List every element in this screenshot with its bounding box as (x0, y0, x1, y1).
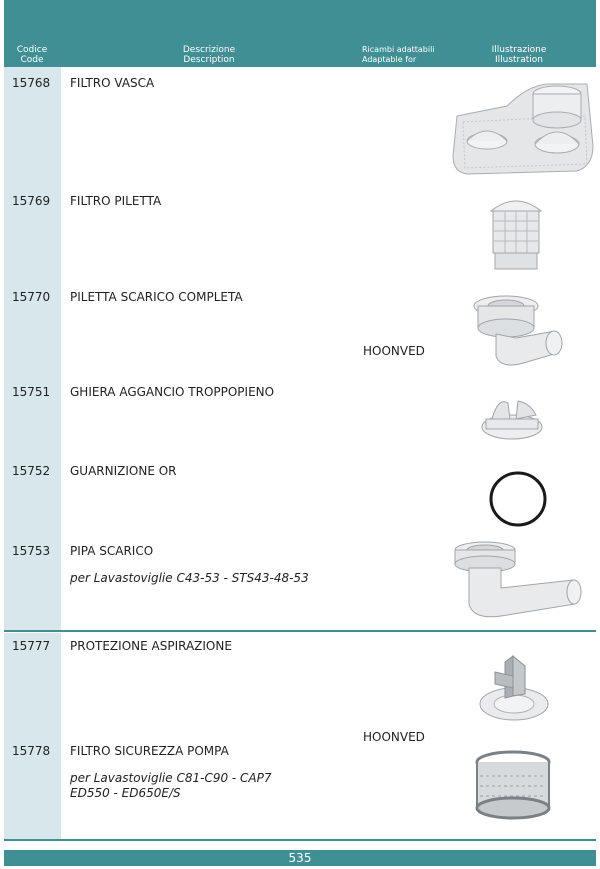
sink-filter-tray-icon (447, 76, 595, 180)
suction-guard-icon (475, 648, 553, 726)
item-code: 15768 (12, 76, 51, 90)
ring-nut-icon (478, 393, 548, 443)
drain-fitting-icon (470, 290, 566, 372)
item-description: GUARNIZIONE OR (70, 464, 177, 478)
item-code: 15751 (12, 385, 51, 399)
item-code: 15777 (12, 639, 51, 653)
item-description: FILTRO VASCA (70, 76, 155, 90)
item-code: 15778 (12, 744, 51, 758)
header-illustration: Illustrazione Illustration (491, 45, 547, 65)
item-description: GHIERA AGGANCIO TROPPOPIENO (70, 385, 275, 399)
adaptable-for: HOONVED (363, 344, 425, 358)
item-code: 15770 (12, 290, 51, 304)
item-note: per Lavastoviglie C43-53 - STS43-48-53 (70, 571, 309, 585)
table-header (4, 0, 596, 67)
page-number: 535 (288, 851, 312, 865)
item-code: 15753 (12, 544, 51, 558)
header-description: Descrizione Description (182, 45, 236, 65)
item-description: PILETTA SCARICO COMPLETA (70, 290, 243, 304)
item-description: FILTRO PILETTA (70, 194, 162, 208)
drain-elbow-icon (445, 540, 585, 628)
item-description: PIPA SCARICO (70, 544, 154, 558)
group-separator (4, 839, 596, 841)
pump-safety-filter-icon (472, 748, 554, 824)
item-code: 15752 (12, 464, 51, 478)
header-adaptable: Ricambi adattabili Adaptable for (362, 45, 435, 64)
code-column-bg (4, 633, 61, 839)
item-description: PROTEZIONE ASPIRAZIONE (70, 639, 232, 653)
adaptable-for: HOONVED (363, 730, 425, 744)
page-footer (4, 850, 596, 866)
group-separator (4, 630, 596, 632)
o-ring-icon (487, 468, 549, 530)
item-description: FILTRO SICUREZZA POMPA (70, 744, 229, 758)
item-code: 15769 (12, 194, 51, 208)
item-note: per Lavastoviglie C81-C90 - CAP7 ED550 - ED650E/S (70, 771, 272, 800)
header-code: Codice Code (16, 45, 48, 65)
basket-filter-icon (485, 195, 547, 273)
